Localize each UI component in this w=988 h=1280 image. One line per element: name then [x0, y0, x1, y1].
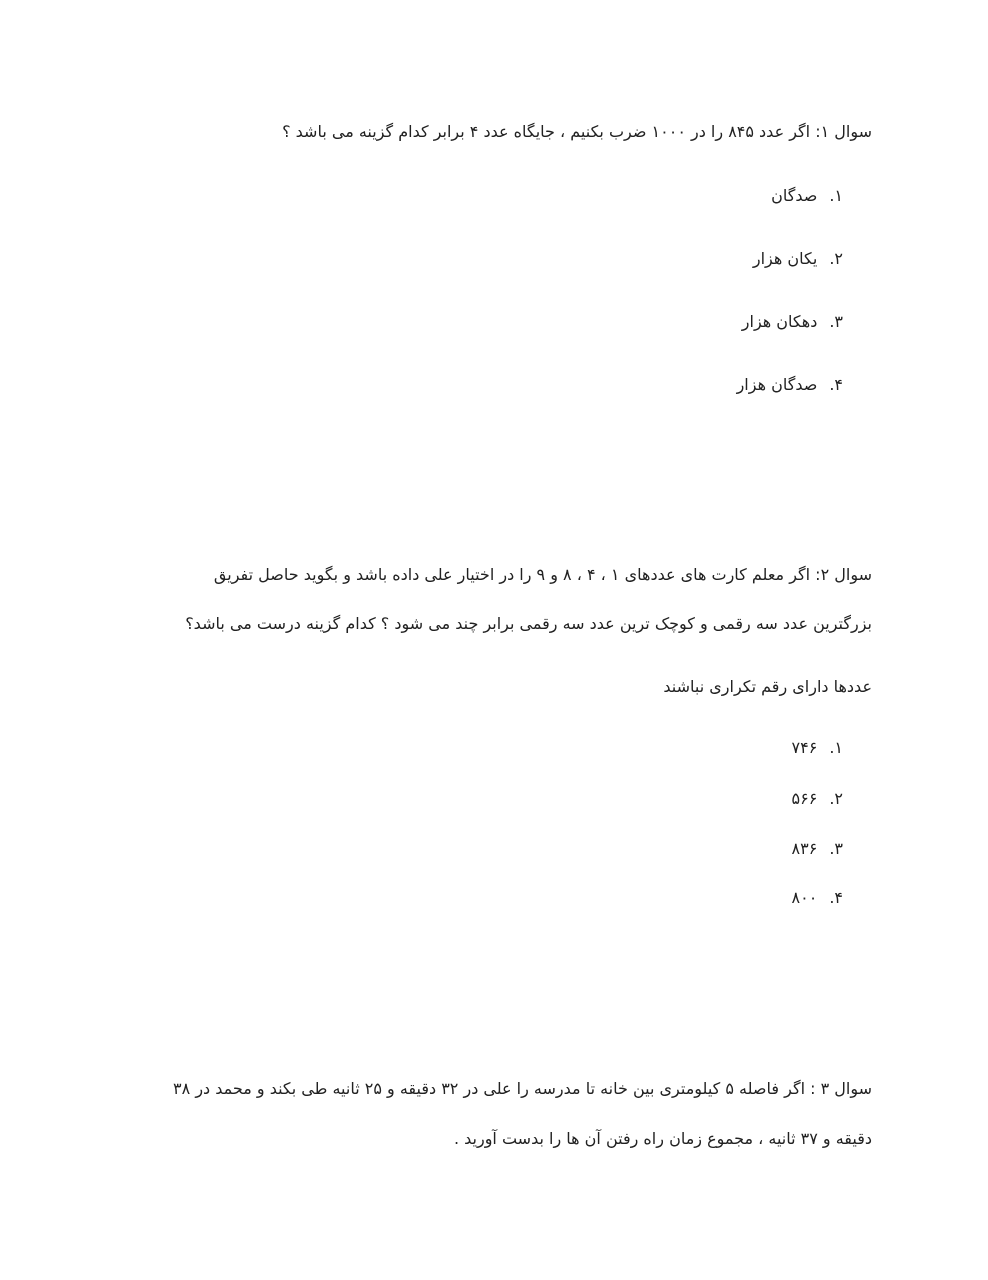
- question-1-option-3: [742, 311, 843, 333]
- option-label: دهکان هزار: [741, 312, 818, 331]
- option-label: صدگان هزار: [736, 375, 818, 394]
- question-2-option-3: [792, 838, 843, 860]
- option-number: ۲.: [829, 789, 843, 808]
- option-label: ۵۶۶: [791, 789, 818, 808]
- question-2-line-1: سوال ۲: اگر معلم کارت های عددهای ۱ ، ۴ ، ۸ و ۹ را در اختیار علی داده باشد و بگوید حاصل تفریق: [213, 565, 872, 584]
- option-label: ۸۳۶: [791, 839, 818, 858]
- option-label: ۷۴۶: [791, 738, 818, 757]
- question-1-option-4: [737, 374, 843, 396]
- option-label: ۸۰۰: [791, 888, 818, 907]
- option-number: ۳.: [829, 312, 843, 331]
- question-3-line-2: دقیقه و ۳۷ ثانیه ، مجموع زمان راه رفتن آن ها را بدست آورید .: [453, 1129, 872, 1148]
- option-label: یکان هزار: [752, 249, 818, 268]
- option-number: ۴.: [829, 888, 843, 907]
- question-1-option-2: [753, 248, 843, 270]
- option-number: ۲.: [829, 249, 843, 268]
- option-number: ۱.: [829, 186, 843, 205]
- question-1-option-1: [771, 185, 843, 207]
- option-label: صدگان: [771, 186, 818, 205]
- question-2-option-4: [792, 887, 843, 909]
- question-2-line-2: بزرگترین عدد سه رقمی و کوچک ترین عدد سه رقمی برابر چند می شود ؟ کدام گزینه درست می باشد؟: [185, 614, 872, 633]
- option-number: ۳.: [829, 839, 843, 858]
- option-number: ۱.: [829, 738, 843, 757]
- question-1-text: سوال ۱: اگر عدد ۸۴۵ را در ۱۰۰۰ ضرب بکنیم ، جایگاه عدد ۴ برابر کدام گزینه می باشد ؟: [282, 122, 872, 141]
- question-2-note: عددها دارای رقم تکراری نباشند: [663, 677, 872, 696]
- question-3-line-1: سوال ۳ : اگر فاصله ۵ کیلومتری بین خانه تا مدرسه را علی در ۳۲ دقیقه و ۲۵ ثانیه طی بکند و محمد در ۳۸: [173, 1079, 872, 1098]
- option-number: ۴.: [829, 375, 843, 394]
- question-2-option-1: [792, 737, 843, 759]
- question-2-option-2: [792, 788, 843, 810]
